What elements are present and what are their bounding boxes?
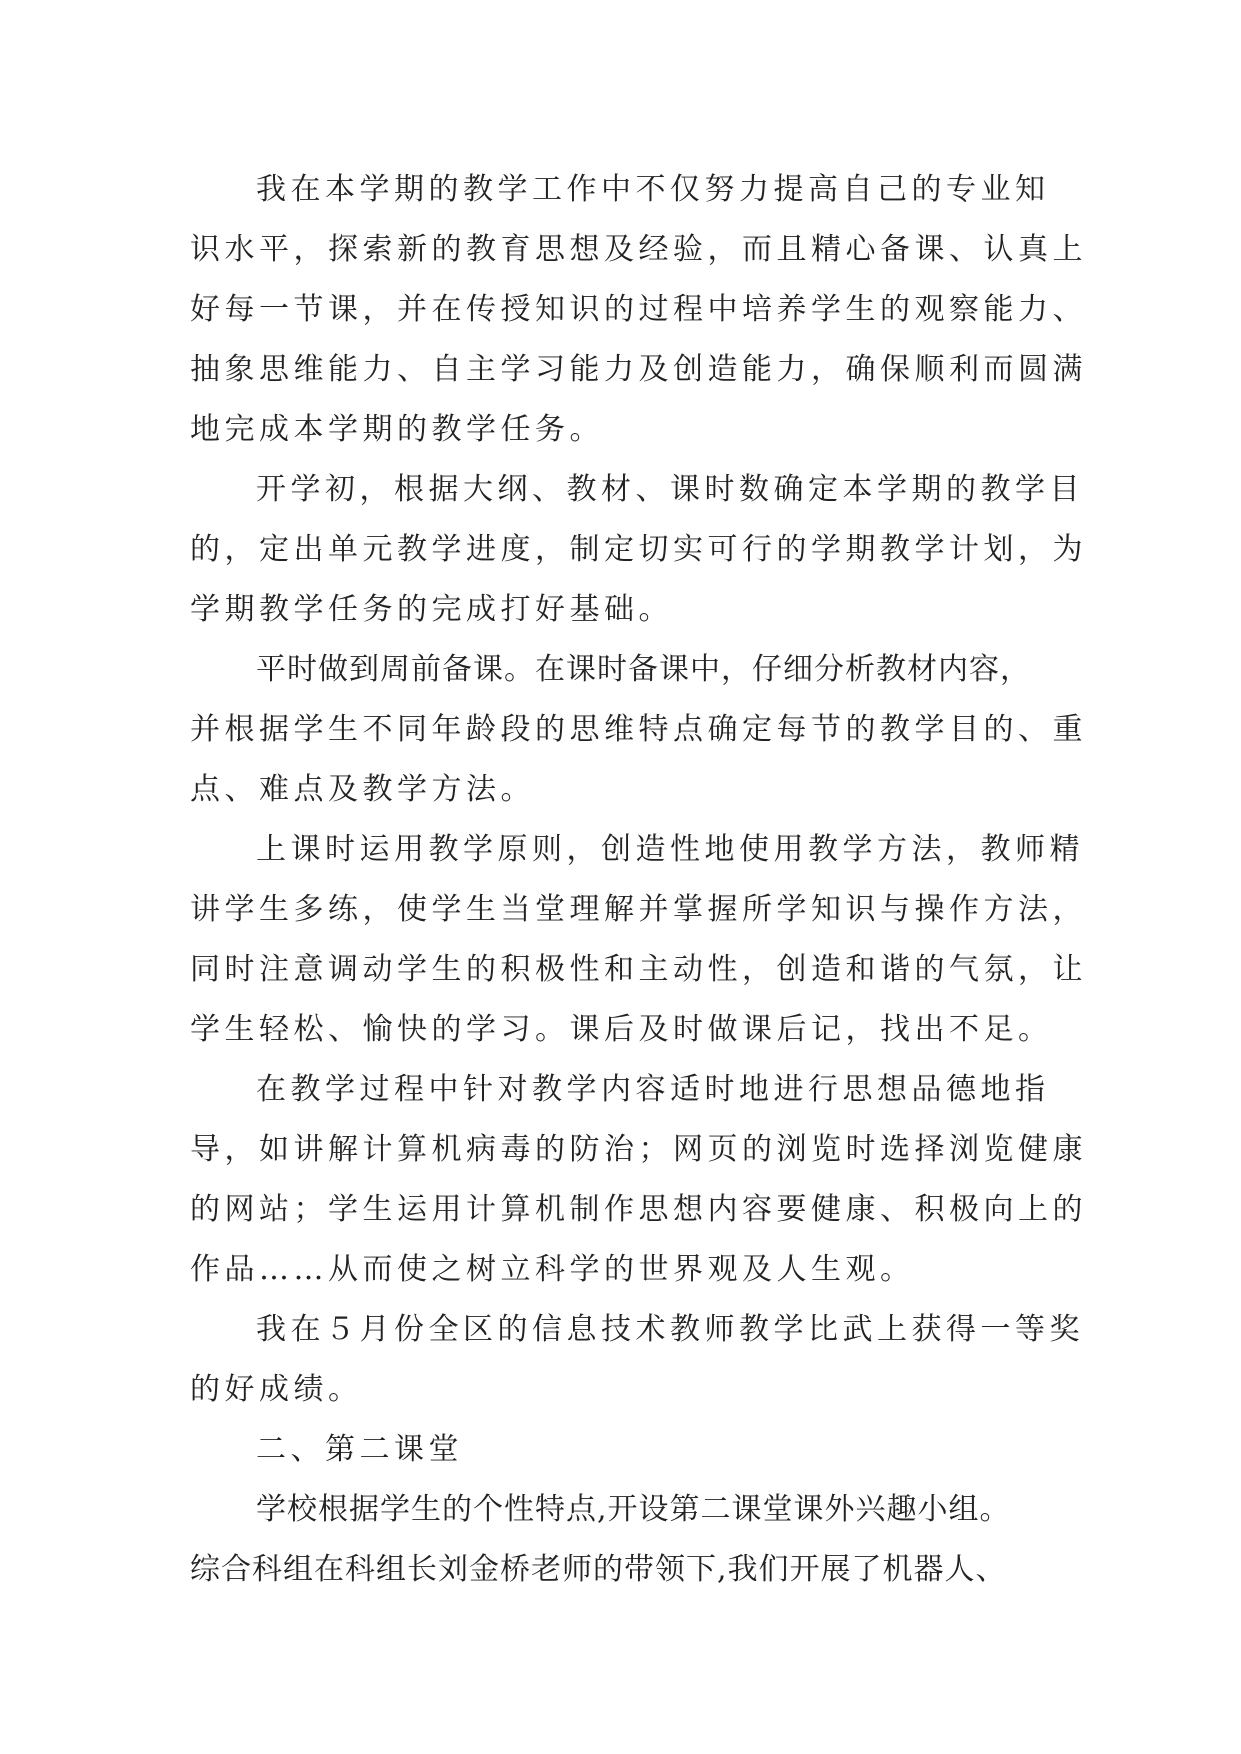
paragraph-2-line-2: 的，定出单元教学进度，制定切实可行的学期教学计划，为 [190,532,1087,567]
paragraph-1-line-2: 识水平，探索新的教育思想及经验，而且精心备课、认真上 [190,232,1087,267]
paragraph-4-line-4: 学生轻松、愉快的学习。课后及时做课后记，找出不足。 [190,1012,1053,1047]
paragraph-5-line-3: 的网站；学生运用计算机制作思想内容要健康、积极向上的 [190,1192,1087,1227]
paragraph-6-line-1: 我在５月份全区的信息技术教师教学比武上获得一等奖 [256,1312,1084,1347]
paragraph-6-line-2: 的好成绩。 [190,1372,363,1407]
document-body [190,160,1087,1600]
paragraph-2-line-3: 学期教学任务的完成打好基础。 [190,592,673,627]
paragraph-5-line-2: 导，如讲解计算机病毒的防治；网页的浏览时选择浏览健康 [190,1132,1087,1167]
paragraph-8-line-2: 综合科组在科组长刘金桥老师的带领下,我们开展了机器人、 [190,1552,1007,1587]
paragraph-3-line-2: 并根据学生不同年龄段的思维特点确定每节的教学目的、重 [190,712,1087,747]
paragraph-2-line-1: 开学初，根据大纲、教材、课时数确定本学期的教学目 [256,472,1084,507]
paragraph-4-line-3: 同时注意调动学生的积极性和主动性，创造和谐的气氛，让 [190,952,1087,987]
paragraph-5-line-1: 在教学过程中针对教学内容适时地进行思想品德地指 [256,1072,1050,1107]
paragraph-1-line-3: 好每一节课，并在传授知识的过程中培养学生的观察能力、 [190,292,1087,327]
paragraph-3-line-3: 点、难点及教学方法。 [190,772,535,807]
paragraph-1-line-5: 地完成本学期的教学任务。 [190,412,604,447]
paragraph-1-line-4: 抽象思维能力、自主学习能力及创造能力，确保顺利而圆满 [190,352,1087,387]
paragraph-8-line-1: 学校根据学生的个性特点,开设第二课堂课外兴趣小组。 [256,1492,1011,1527]
paragraph-1-line-1: 我在本学期的教学工作中不仅努力提高自己的专业知 [256,172,1050,207]
section-heading: 二、第二课堂 [256,1432,463,1467]
paragraph-3-line-1: 平时做到周前备课。在课时备课中，仔细分析教材内容， [256,652,1031,687]
paragraph-4-line-2: 讲学生多练，使学生当堂理解并掌握所学知识与操作方法， [190,892,1087,927]
paragraph-5-line-4: 作品……从而使之树立科学的世界观及人生观。 [190,1252,915,1287]
paragraph-4-line-1: 上课时运用教学原则，创造性地使用教学方法，教师精 [256,832,1084,867]
